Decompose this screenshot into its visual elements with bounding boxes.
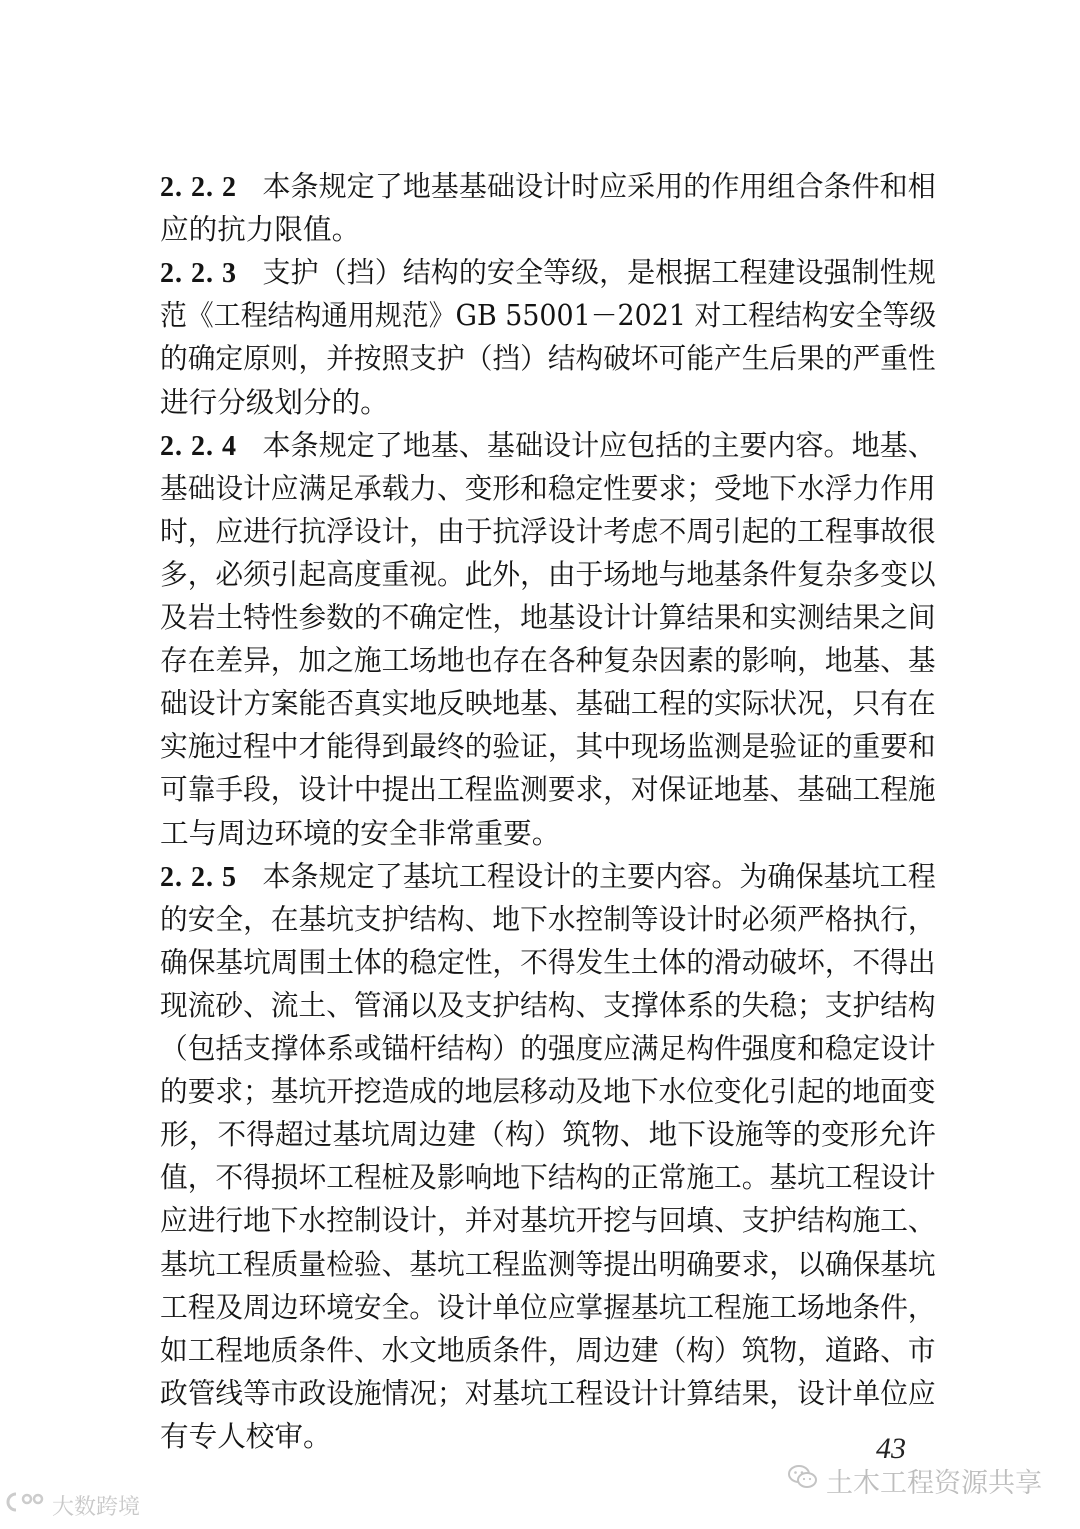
text-line [160,1200,936,1240]
line-text: 础设计方案能否真实地反映地基、基础工程的实际状况，只有在 [160,686,936,721]
text-line [160,1157,936,1197]
text-line [160,985,936,1025]
line-text: 工与周边环境的安全非常重要。 [160,815,561,850]
line-text: 时，应进行抗浮设计，由于抗浮设计考虑不周引起的工程事故很 [160,513,936,548]
line-text: 现流砂、流土、管涌以及支护结构、支撑体系的失稳；支护结构 [160,987,936,1022]
text-line [160,382,389,422]
line-text: 的安全，在基坑支护结构、地下水控制等设计时必须严格执行， [160,901,936,936]
watermark-brand-text: 大数跨境 [52,1494,141,1520]
text-line [160,813,560,853]
clause-number: 2. 2. 5 [160,861,237,893]
text-line [160,1416,332,1456]
watermark-brand [6,1488,140,1522]
text-line [160,338,936,378]
text-line [160,1114,936,1154]
line-text: 应的抗力限值。 [160,212,361,247]
watermark-account [788,1460,1042,1500]
clause-number: 2. 2. 3 [160,258,237,290]
text-line [160,1244,936,1284]
clause-first-line [160,252,936,292]
text-line [160,295,936,335]
line-text: 应进行地下水控制设计，并对基坑开挖与回填、支护结构施工、 [160,1203,936,1238]
line-text: 形，不得超过基坑周边建（构）筑物、地下设施等的变形允许 [160,1117,937,1152]
text-line [160,899,936,939]
text-line [160,726,936,766]
line-text: 实施过程中才能得到最终的验证，其中现场监测是验证的重要和 [160,729,936,764]
text-line [160,683,936,723]
line-text: 本条规定了地基、基础设计应包括的主要内容。地基、 [262,427,936,462]
line-text: 值，不得损坏工程桩及影响地下结构的正常施工。基坑工程设计 [160,1160,936,1195]
line-text: 进行分级划分的。 [160,384,389,419]
wechat-icon [788,1464,818,1497]
line-text: 的要求；基坑开挖造成的地层移动及地下水位变化引起的地面变 [160,1074,936,1109]
line-text: 本条规定了地基基础设计时应采用的作用组合条件和相 [262,169,936,203]
line-text: 范《工程结构通用规范》GB 55001－2021 对工程结构安全等级 [160,298,937,333]
line-text: 政管线等市政设施情况；对基坑工程设计计算结果，设计单位应 [160,1375,936,1410]
line-text: 如工程地质条件、水文地质条件，周边建（构）筑物，道路、市 [160,1332,936,1367]
clause-number: 2. 2. 2 [160,172,237,203]
text-line [160,942,936,982]
clause-first-line [160,856,936,896]
logo-icon [6,1491,46,1519]
line-text: 存在差异，加之施工场地也存在各种复杂因素的影响，地基、基 [160,643,936,678]
text-line [160,1373,936,1413]
clause-number: 2. 2. 4 [160,430,237,462]
text-line [160,1287,936,1327]
clause-first-line [160,166,936,206]
line-text: 支护（挡）结构的安全等级，是根据工程建设强制性规 [262,255,936,290]
line-text: 工程及周边环境安全。设计单位应掌握基坑工程施工场地条件， [160,1289,936,1324]
line-text: 确保基坑周围土体的稳定性，不得发生土体的滑动破坏，不得出 [160,944,936,979]
line-text: 多，必须引起高度重视。此外，由于场地与地基条件复杂多变以 [160,556,936,591]
clause-first-line [160,425,936,465]
watermark-account-text: 土木工程资源共享 [826,1467,1042,1499]
text-line [160,769,936,809]
line-text: （包括支撑体系或锚杆结构）的强度应满足构件强度和稳定设计 [160,1031,936,1065]
text-line [160,209,360,249]
line-text: 及岩土特性参数的不确定性，地基设计计算结果和实测结果之间 [160,600,936,634]
text-line [160,554,936,594]
text-line [160,1071,936,1111]
line-text: 基础设计应满足承载力、变形和稳定性要求；受地下水浮力作用 [160,470,936,505]
line-text: 可靠手段，设计中提出工程监测要求，对保证地基、基础工程施 [160,772,936,807]
text-line [160,1330,936,1370]
text-line [160,597,936,637]
text-line [160,640,936,680]
line-text: 的确定原则，并按照支护（挡）结构破坏可能产生后果的严重性 [160,341,936,376]
text-line [160,1028,936,1068]
page-number: 43 [876,1432,906,1465]
line-text: 基坑工程质量检验、基坑工程监测等提出明确要求，以确保基坑 [160,1246,936,1281]
line-text: 本条规定了基坑工程设计的主要内容。为确保基坑工程 [262,858,936,893]
line-text: 有专人校审。 [160,1418,332,1453]
text-line [160,511,936,551]
text-line [160,468,936,508]
